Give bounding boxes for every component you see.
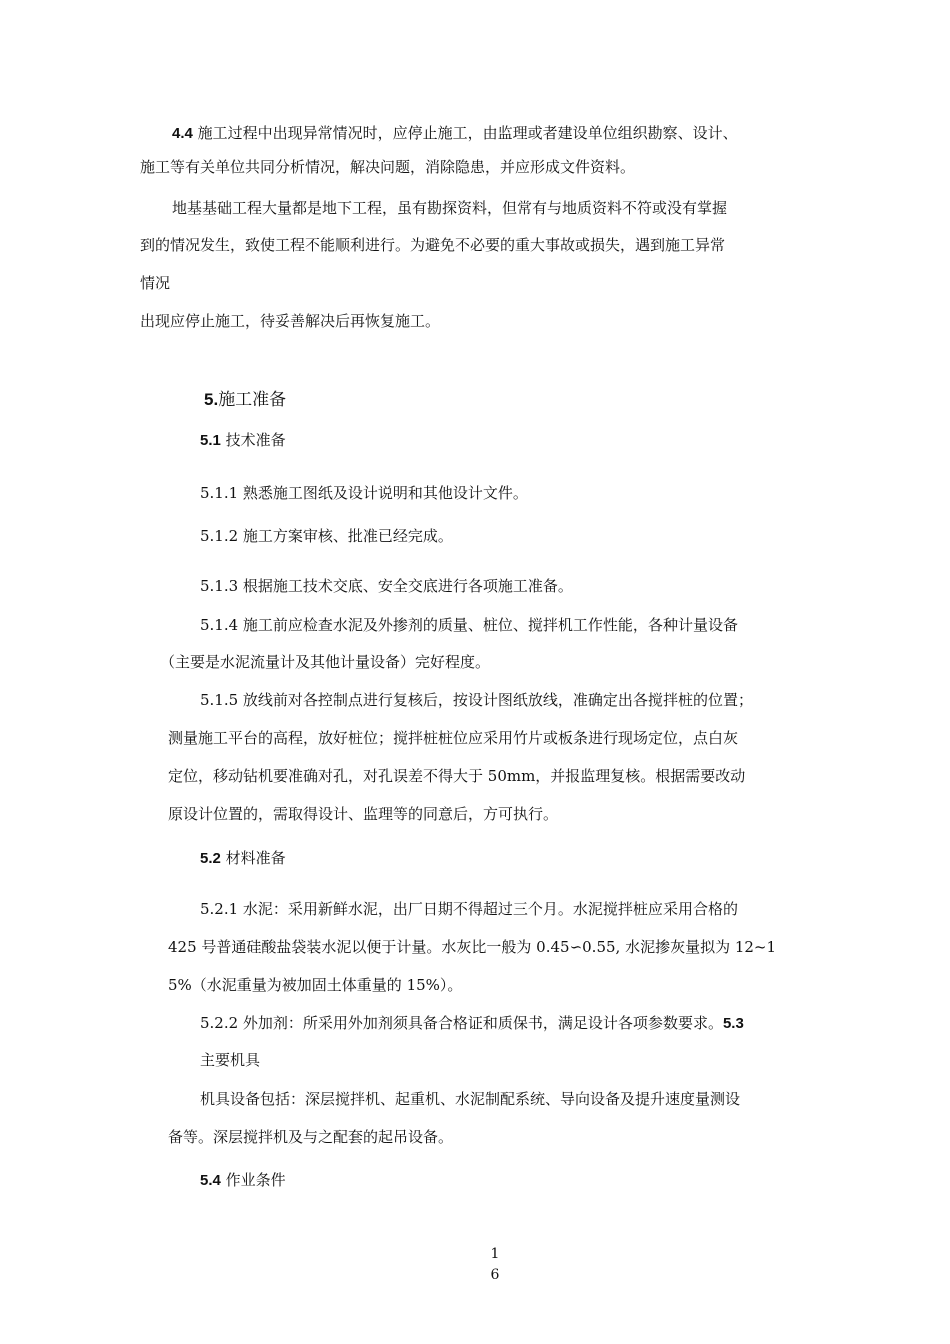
section-number: 5.2	[200, 850, 221, 867]
page-number-line-2: 6	[490, 1267, 500, 1283]
paragraph-5-3-line-1: 机具设备包括：深层搅拌机、起重机、水泥制配系统、导向设备及提升速度量测设	[200, 1090, 741, 1108]
item-5-2-2-line-1	[200, 1013, 744, 1034]
section-number: 5.1	[200, 432, 221, 449]
paragraph-line: 情况	[140, 274, 171, 292]
item-5-1-5-line-4: 原设计位置的，需取得设计、监理等的同意后，方可执行。	[168, 805, 559, 823]
paragraph-text: 施工过程中出现异常情况时，应停止施工，由监理或者建设单位组织勘察、设计、	[197, 124, 738, 142]
section-heading-5	[204, 390, 286, 410]
item-5-2-1-line-3: 5%（水泥重量为被加固土体重量的 15%）。	[168, 976, 463, 994]
section-number-5-3: 5.3	[722, 1015, 744, 1032]
paragraph-line: 出现应停止施工，待妥善解决后再恢复施工。	[140, 312, 441, 330]
section-title: 作业条件	[225, 1171, 286, 1189]
subsection-heading-5-2	[200, 848, 286, 869]
item-5-1-3: 5.1.3 根据施工技术交底、安全交底进行各项施工准备。	[200, 577, 573, 595]
item-5-2-1-line-1: 5.2.1 水泥：采用新鲜水泥，出厂日期不得超过三个月。水泥搅拌桩应采用合格的	[200, 900, 738, 918]
item-5-1-1: 5.1.1 熟悉施工图纸及设计说明和其他设计文件。	[200, 484, 528, 502]
item-5-1-5-line-2: 测量施工平台的高程，放好桩位；搅拌桩桩位应采用竹片或板条进行现场定位，点白灰	[168, 729, 739, 747]
item-5-1-4-line-1: 5.1.4 施工前应检查水泥及外掺剂的质量、桩位、搅拌机工作性能，各种计量设备	[200, 616, 738, 634]
section-number: 5.	[204, 390, 219, 409]
subsection-title-5-3: 主要机具	[200, 1051, 261, 1069]
paragraph-line: 到的情况发生，致使工程不能顺利进行。为避免不必要的重大事故或损失，遇到施工异常	[140, 236, 726, 254]
section-number-4-4: 4.4	[172, 125, 193, 142]
paragraph-line: 地基基础工程大量都是地下工程，虽有勘探资料，但常有与地质资料不符或没有掌握	[172, 199, 728, 217]
item-5-1-2: 5.1.2 施工方案审核、批准已经完成。	[200, 527, 453, 545]
paragraph-4-4-line-1	[172, 123, 738, 144]
subsection-heading-5-1	[200, 430, 286, 451]
paragraph-5-3-line-2: 备等。深层搅拌机及与之配套的起吊设备。	[168, 1128, 454, 1146]
section-title: 施工准备	[218, 390, 287, 410]
paragraph-4-4-line-2: 施工等有关单位共同分析情况，解决问题，消除隐患，并应形成文件资料。	[140, 158, 636, 176]
paragraph-text: 5.2.2 外加剂：所采用外加剂须具备合格证和质保书，满足设计各项参数要求。	[200, 1014, 723, 1032]
subsection-heading-5-4	[200, 1170, 286, 1191]
item-5-1-4-line-2: （主要是水泥流量计及其他计量设备）完好程度。	[160, 653, 491, 671]
page-number-line-1: 1	[490, 1246, 500, 1262]
item-5-1-5-line-1: 5.1.5 放线前对各控制点进行复核后，按设计图纸放线，准确定出各搅拌桩的位置；	[200, 691, 753, 709]
section-number: 5.4	[200, 1172, 221, 1189]
item-5-1-5-line-3: 定位，移动钻机要准确对孔，对孔误差不得大于 50mm，并报监理复核。根据需要改动	[168, 767, 746, 785]
item-5-2-1-line-2: 425 号普通硅酸盐袋装水泥以便于计量。水灰比一般为 0.45∽0.55, 水泥掺灰量拟为 12~1	[168, 938, 777, 956]
section-title: 材料准备	[225, 849, 286, 867]
section-title: 技术准备	[225, 431, 286, 449]
